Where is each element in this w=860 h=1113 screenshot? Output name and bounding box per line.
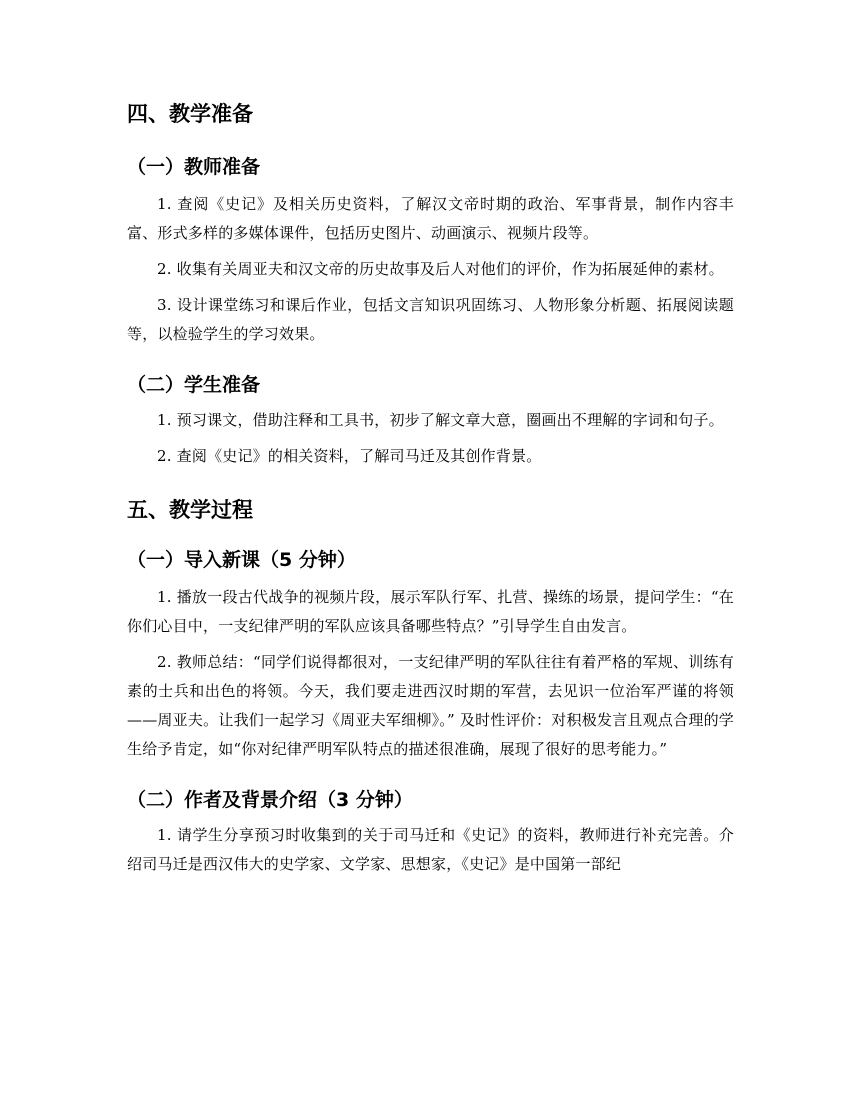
paragraph: 2. 教师总结：“同学们说得都很对，一支纪律严明的军队往往有着严格的军规、训练有素的士兵和出色的将领。今天，我们要走进西汉时期的军营，去见识一位治军严谨的将领——周亚夫。让我们一起学习《周亚夫军细柳》。” 及时性评价：对积极发言且观点合理的学生给予肯定，如“你对纪律严明军队特点的描述很准确，展现了很好的思考能力。”	[127, 653, 734, 758]
paragraph: 2. 查阅《史记》的相关资料，了解司马迁及其创作背景。	[157, 447, 542, 465]
paragraph: 2. 收集有关周亚夫和汉文帝的历史故事及后人对他们的评价，作为拓展延伸的素材。	[157, 260, 724, 278]
paragraph: 1. 查阅《史记》及相关历史资料，了解汉文帝时期的政治、军事背景，制作内容丰富、形式多样的多媒体课件，包括历史图片、动画演示、视频片段等。	[127, 195, 734, 242]
document-content	[127, 96, 734, 879]
section-heading-teaching-preparation: 四、教学准备	[127, 102, 253, 126]
paragraph: 3. 设计课堂练习和课后作业，包括文言知识巩固练习、人物形象分析题、拓展阅读题等，以检验学生的学习效果。	[127, 296, 734, 343]
subsection-heading-author-background: （二）作者及背景介绍（3 分钟）	[127, 789, 413, 811]
paragraph: 1. 请学生分享预习时收集到的关于司马迁和《史记》的资料，教师进行补充完善。介绍司马迁是西汉伟大的史学家、文学家、思想家，《史记》是中国第一部纪	[127, 826, 734, 873]
paragraph: 1. 预习课文，借助注释和工具书，初步了解文章大意，圈画出不理解的字词和句子。	[157, 411, 724, 429]
section-heading-teaching-process: 五、教学过程	[127, 498, 253, 522]
subsection-heading-teacher-preparation: （一）教师准备	[127, 156, 261, 178]
paragraph: 1. 播放一段古代战争的视频片段，展示军队行军、扎营、操练的场景，提问学生：“在你们心目中，一支纪律严明的军队应该具备哪些特点？”引导学生自由发言。	[127, 588, 734, 635]
subsection-heading-lesson-introduction: （一）导入新课（5 分钟）	[127, 549, 356, 571]
subsection-heading-student-preparation: （二）学生准备	[127, 374, 261, 396]
